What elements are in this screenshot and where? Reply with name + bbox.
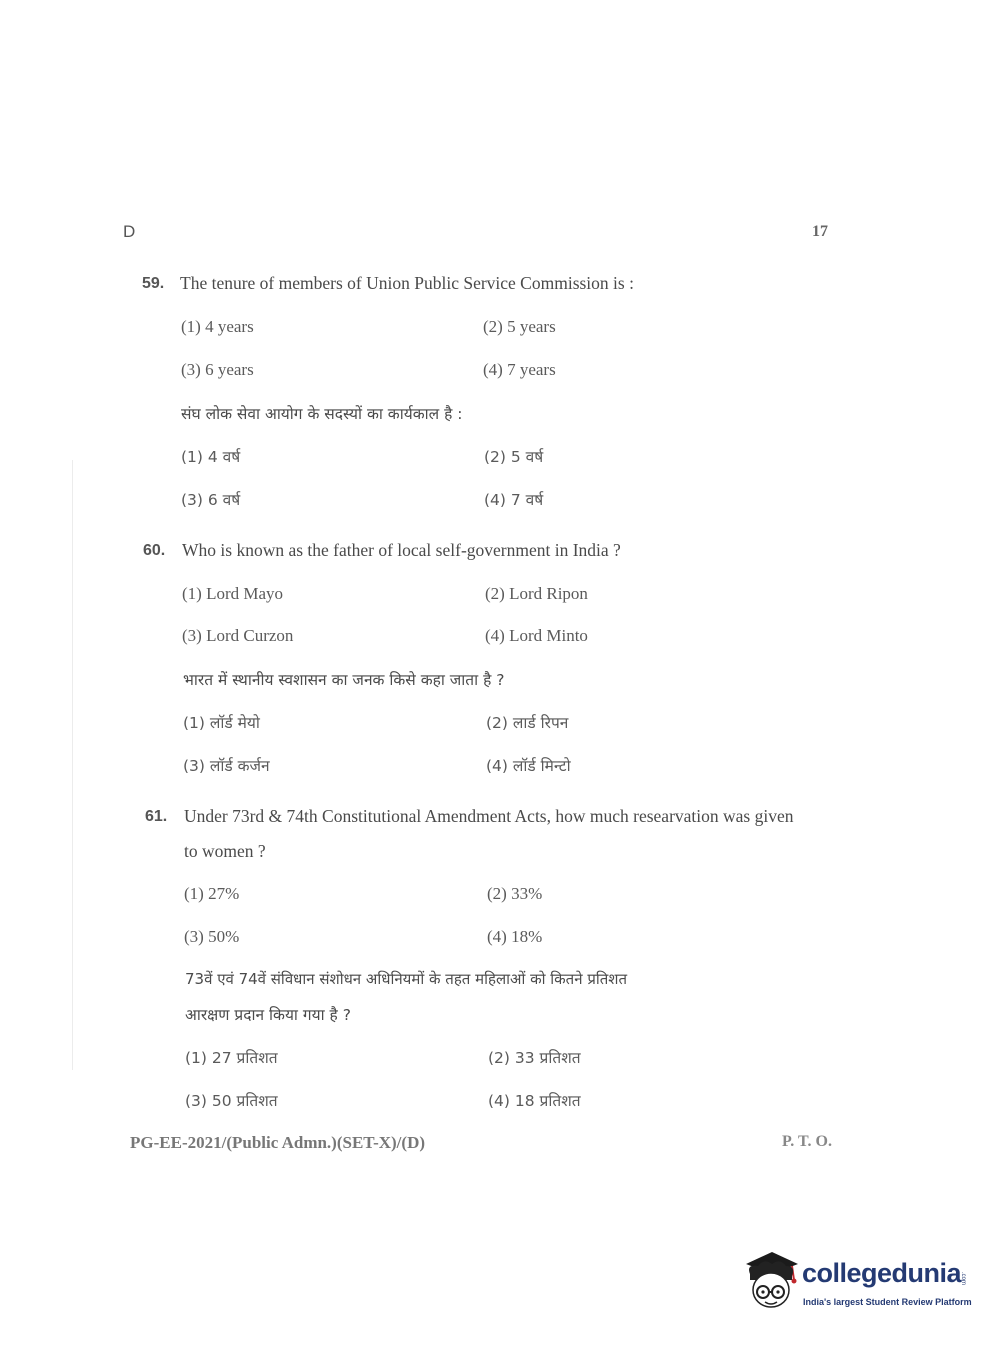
paper-code: PG-EE-2021/(Public Admn.)(SET-X)/(D) [130,1133,426,1152]
question-text-hi-line-2: आरक्षण प्रदान किया गया है ? [185,1006,351,1024]
page-number: 17 [812,223,828,240]
question-text-en-line-2: to women ? [184,841,266,861]
option-4-en: (4) Lord Minto [485,626,588,645]
question-text-en: Who is known as the father of local self-government in India ? [182,540,621,560]
option-1-hi: (1) लॉर्ड मेयो [183,714,260,732]
logo-wordmark: collegedunia [802,1258,962,1288]
option-4-en: (4) 7 years [483,360,556,379]
question-text-en: The tenure of members of Union Public Service Commission is : [180,273,634,293]
option-1-hi: (1) 4 वर्ष [181,448,241,466]
option-2-en: (2) 33% [487,884,543,903]
question-text-hi-line-1: 73वें एवं 74वें संविधान संशोधन अधिनियमों के तहत महिलाओं को कितने प्रतिशत [185,970,628,988]
option-2-hi: (2) लार्ड रिपन [486,714,569,732]
option-1-hi: (1) 27 प्रतिशत [185,1049,278,1067]
question-number: 59. [142,275,165,292]
option-4-hi: (4) 7 वर्ष [484,491,544,509]
question-text-hi: भारत में स्थानीय स्वशासन का जनक किसे कहा जाता है ? [183,671,505,689]
option-3-hi: (3) 50 प्रतिशत [185,1092,278,1110]
option-3-en: (3) 50% [184,927,240,946]
question-text-hi: संघ लोक सेवा आयोग के सदस्यों का कार्यकाल है : [181,405,463,423]
pto-label: P. T. O. [782,1133,832,1150]
collegedunia-logo [742,1250,972,1320]
option-4-en: (4) 18% [487,927,543,946]
option-1-en: (1) 27% [184,884,240,903]
option-2-en: (2) 5 years [483,317,556,336]
question-text-en-line-1: Under 73rd & 74th Constitutional Amendment Acts, how much researvation was given [184,806,794,826]
option-3-hi: (3) 6 वर्ष [181,491,241,509]
logo-tagline: India's largest Student Review Platform [803,1297,972,1307]
option-4-hi: (4) लॉर्ड मिन्टो [486,757,571,775]
question-number: 61. [145,808,168,825]
option-2-hi: (2) 33 प्रतिशत [488,1049,581,1067]
option-1-en: (1) 4 years [181,317,254,336]
set-letter: D [123,222,136,241]
option-4-hi: (4) 18 प्रतिशत [488,1092,581,1110]
option-2-hi: (2) 5 वर्ष [484,448,544,466]
option-1-en: (1) Lord Mayo [182,584,284,603]
option-3-en: (3) 6 years [181,360,254,379]
logo-domain: .com [960,1272,966,1286]
question-number: 60. [143,542,166,559]
option-2-en: (2) Lord Ripon [485,584,588,603]
mascot-icon [742,1250,802,1318]
margin-line [72,460,73,1070]
option-3-en: (3) Lord Curzon [182,626,294,645]
option-3-hi: (3) लॉर्ड कर्जन [183,757,270,775]
